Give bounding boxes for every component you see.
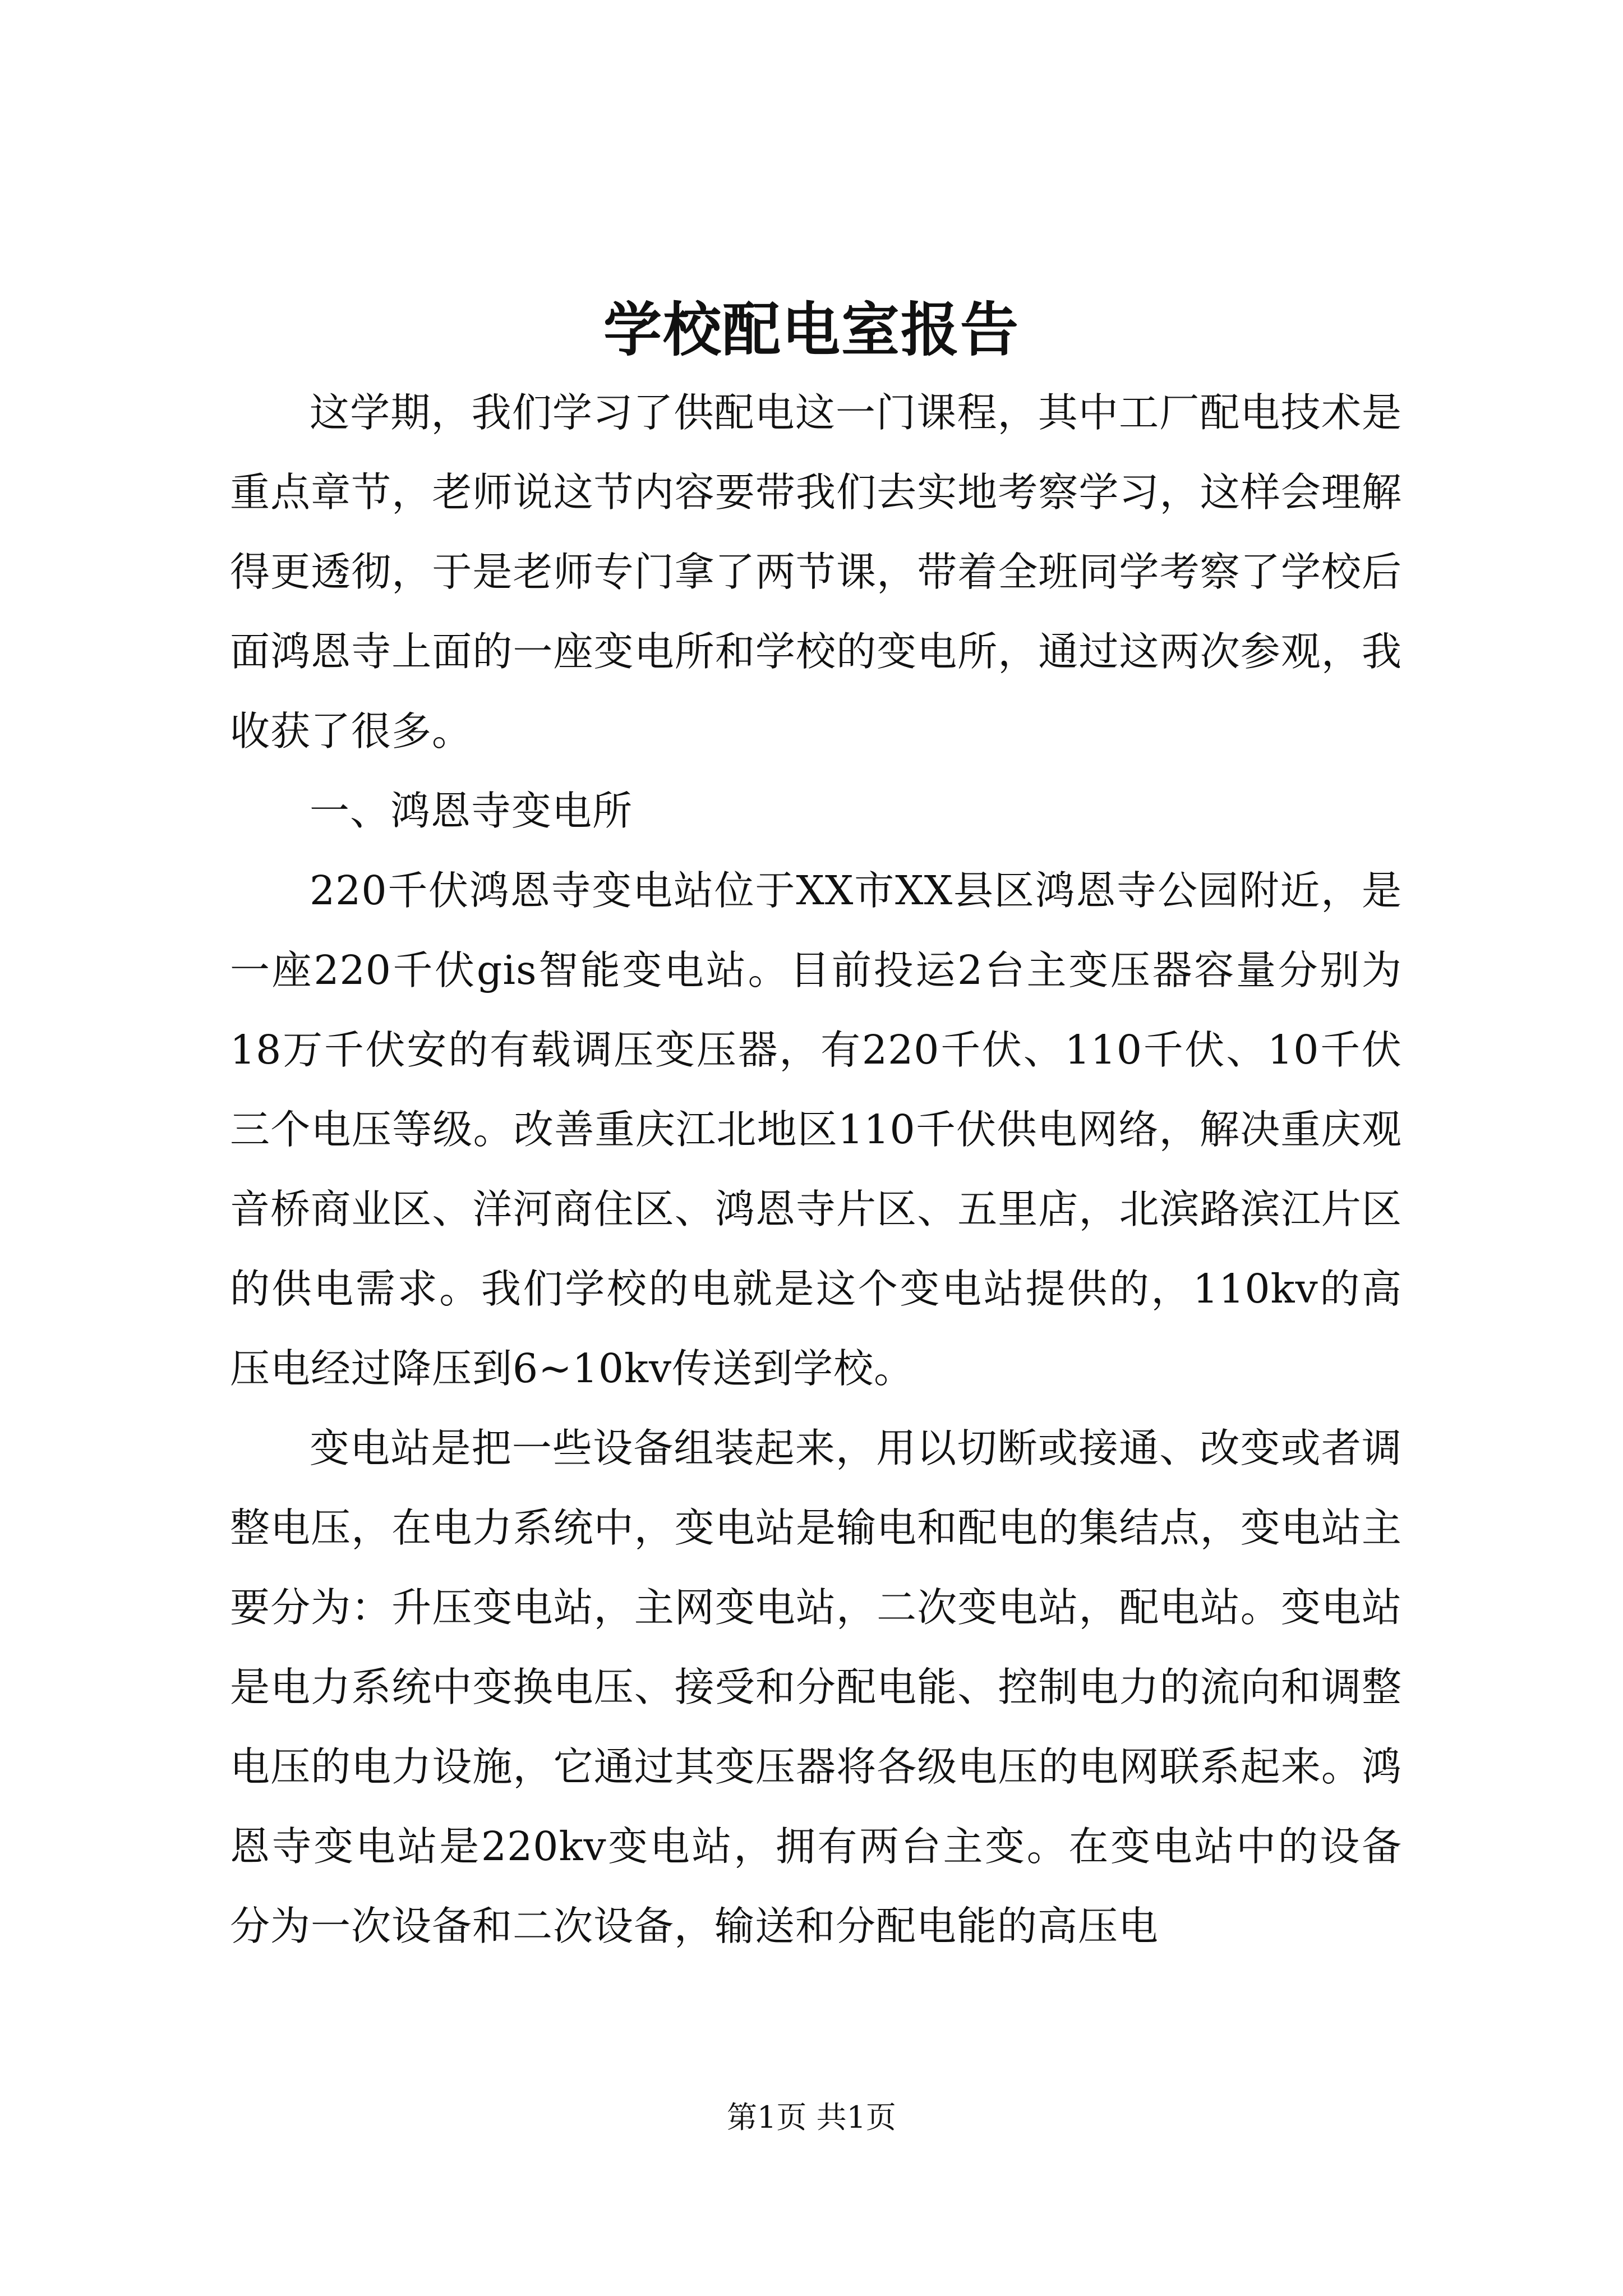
- section-heading: 一、鸿恩寺变电所: [310, 788, 633, 834]
- page-footer: 第1页 共1页: [727, 2100, 896, 2135]
- paragraph-substation-function: 变电站是把一些设备组装起来，用以切断或接通、改变或者调整电压，在电力系统中，变电站是输电和配电的集结点，变电站主要分为：升压变电站，主网变电站，二次变电站，配电站。变电站是电力系统中变换电压、接受和分配电能、控制电力的流向和调整电压的电力设施，它通过其变压器将各级电压的电网联系起来。鸿恩寺变电站是220kv变电站，拥有两台主变。在变电站中的设备分为一次设备和二次设备，输送和分配电能的高压电: [230, 1425, 1402, 1949]
- document-body: [230, 373, 1402, 1966]
- paragraph-intro: 这学期，我们学习了供配电这一门课程，其中工厂配电技术是重点章节，老师说这节内容要带我们去实地考察学习，这样会理解得更透彻，于是老师专门拿了两节课，带着全班同学考察了学校后面鸿恩寺上面的一座变电所和学校的变电所，通过这两次参观，我收获了很多。: [230, 389, 1402, 754]
- paragraph-substation-overview: 220千伏鸿恩寺变电站位于XX市XX县区鸿恩寺公园附近，是一座220千伏gis智能变电站。目前投运2台主变压器容量分别为18万千伏安的有载调压变压器，有220千伏、110千伏、10千伏三个电压等级。改善重庆江北地区110千伏供电网络，解决重庆观音桥商业区、洋河商住区、鸿恩寺片区、五里店，北滨路滨江片区的供电需求。我们学校的电就是这个变电站提供的，110kv的高压电经过降压到6~10kv传送到学校。: [230, 867, 1402, 1392]
- page-title: 学校配电室报告: [603, 295, 1020, 364]
